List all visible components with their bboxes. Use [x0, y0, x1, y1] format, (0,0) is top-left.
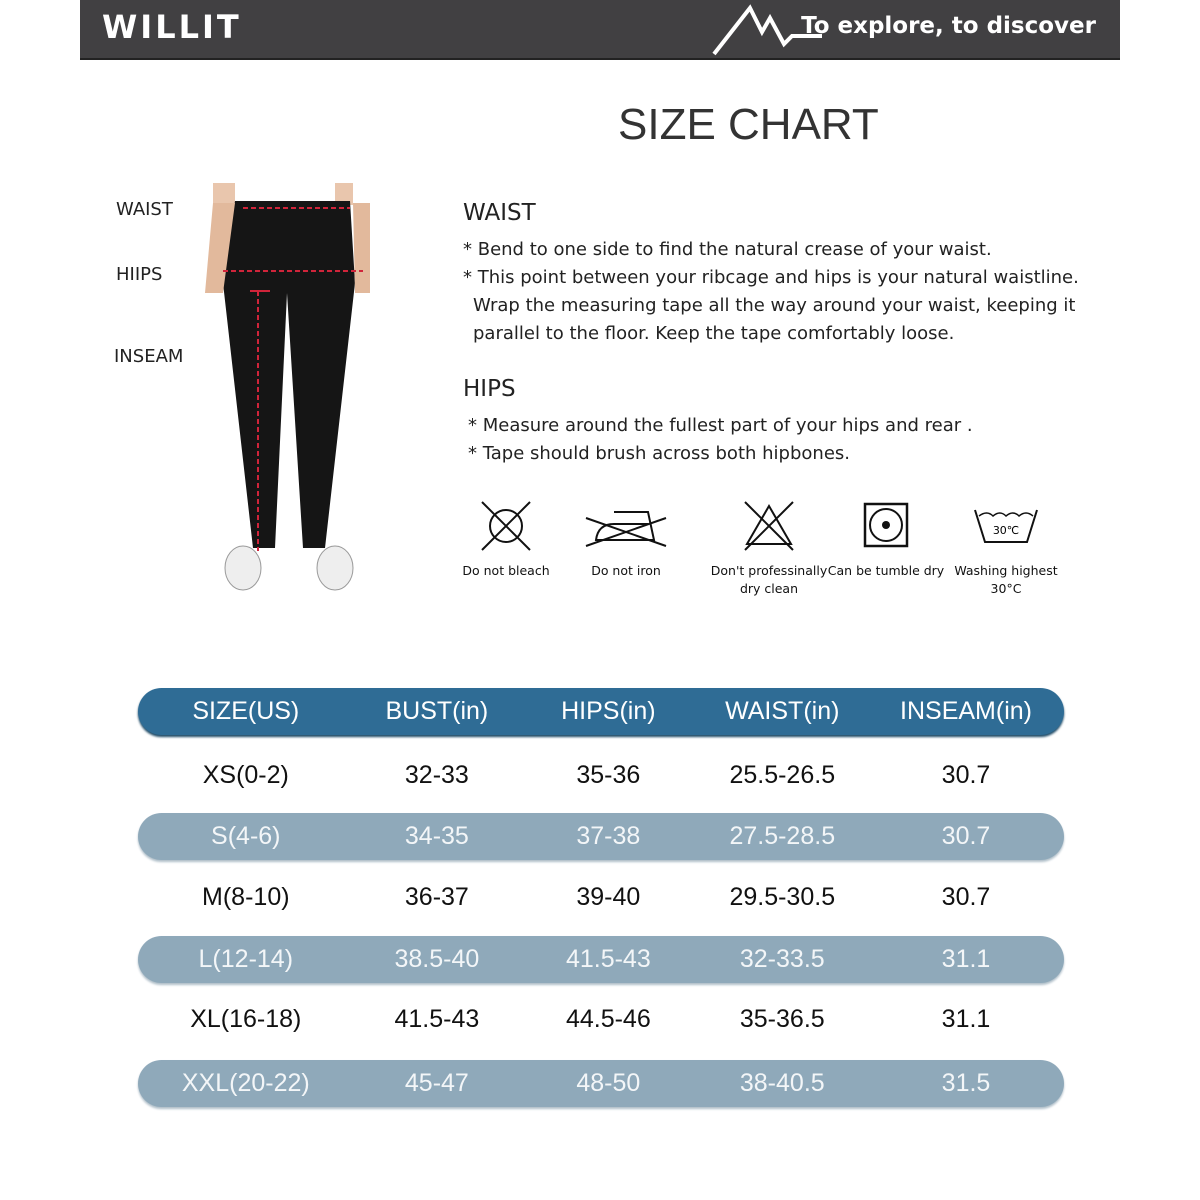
table-row: [138, 813, 1064, 860]
brand-banner: [80, 0, 1120, 60]
table-row: [138, 936, 1064, 983]
table-cell: 37-38: [576, 822, 641, 850]
column-header: WAIST(in): [725, 697, 840, 725]
table-cell: 29.5-30.5: [729, 883, 836, 911]
table-cell: 38.5-40: [394, 945, 480, 973]
column-header: SIZE(US): [192, 697, 300, 725]
table-cell: 31.1: [941, 945, 991, 973]
table-cell: 44.5-46: [565, 1005, 651, 1033]
figure-label-waist: WAIST: [116, 199, 173, 220]
table-cell: 38-40.5: [739, 1069, 825, 1097]
tumble-dry-icon: [861, 500, 911, 552]
table-cell: 34-35: [404, 822, 469, 850]
table-row: [138, 996, 1064, 1043]
hips-instructions: [468, 412, 973, 468]
care-label: Can be tumble dry: [827, 563, 945, 578]
no-dry-clean-icon: [739, 500, 799, 552]
table-cell: 39-40: [576, 883, 641, 911]
column-header: BUST(in): [385, 697, 489, 725]
care-label: Don't professinally dry clean: [710, 563, 828, 596]
slogan: To explore, to discover: [801, 13, 1096, 39]
table-header: [138, 688, 1064, 735]
table-cell: S(4-6): [211, 822, 281, 850]
waist-line: * Bend to one side to find the natural crease of your waist.: [463, 239, 992, 260]
waist-line: Wrap the measuring tape all the way around your waist, keeping it: [473, 295, 1076, 316]
table-cell: 25.5-26.5: [729, 761, 836, 789]
care-no-bleach: [441, 500, 571, 580]
table-cell: 32-33: [404, 761, 469, 789]
table-cell: 31.5: [941, 1069, 991, 1097]
table-cell: 35-36.5: [739, 1005, 825, 1033]
table-cell: 41.5-43: [565, 945, 651, 973]
table-cell: L(12-14): [198, 945, 294, 973]
table-cell: XXL(20-22): [181, 1069, 310, 1097]
care-no-dry-clean: [704, 500, 834, 598]
table-row: [138, 1060, 1064, 1107]
care-tumble-dry: [821, 500, 951, 580]
care-label: Washing highest 30°C: [954, 563, 1058, 596]
care-label: Do not bleach: [462, 563, 550, 578]
column-header: INSEAM(in): [900, 697, 1032, 725]
figure-label-hips: HIIPS: [116, 264, 163, 285]
no-bleach-icon: [476, 500, 536, 552]
figure-label-inseam: INSEAM: [114, 346, 184, 367]
table-cell: 30.7: [941, 822, 991, 850]
table-cell: 45-47: [404, 1069, 469, 1097]
no-iron-icon: [584, 500, 668, 552]
table-row: [138, 752, 1064, 799]
waist-line: * This point between your ribcage and hips is your natural waistline.: [463, 267, 1079, 288]
table-cell: 36-37: [404, 883, 469, 911]
brand-logo: WILLIT: [102, 8, 242, 46]
table-cell: 30.7: [941, 761, 991, 789]
table-cell: 31.1: [941, 1005, 991, 1033]
waist-heading: WAIST: [463, 200, 536, 226]
waist-line: parallel to the floor. Keep the tape comfortably loose.: [473, 323, 955, 344]
table-cell: 41.5-43: [394, 1005, 480, 1033]
hips-line: * Measure around the fullest part of your hips and rear .: [468, 415, 973, 436]
care-label: Do not iron: [591, 563, 661, 578]
waist-instructions: [463, 236, 1079, 348]
table-cell: M(8-10): [202, 883, 290, 911]
column-header: HIPS(in): [561, 697, 656, 725]
wash-30-icon: [971, 500, 1041, 552]
hips-line: * Tape should brush across both hipbones.: [468, 443, 850, 464]
pants-figure: [195, 183, 370, 598]
care-no-iron: [561, 500, 691, 580]
table-cell: XL(16-18): [190, 1005, 302, 1033]
table-cell: 27.5-28.5: [729, 822, 836, 850]
table-row: [138, 874, 1064, 921]
table-cell: XS(0-2): [202, 761, 289, 789]
care-wash-30: [941, 500, 1071, 598]
table-cell: 30.7: [941, 883, 991, 911]
wash-temperature: 30℃: [992, 524, 1020, 537]
hips-heading: HIPS: [463, 376, 516, 402]
table-cell: 32-33.5: [739, 945, 825, 973]
page-title: SIZE CHART: [618, 100, 879, 149]
table-cell: 35-36: [576, 761, 641, 789]
table-cell: 48-50: [576, 1069, 641, 1097]
